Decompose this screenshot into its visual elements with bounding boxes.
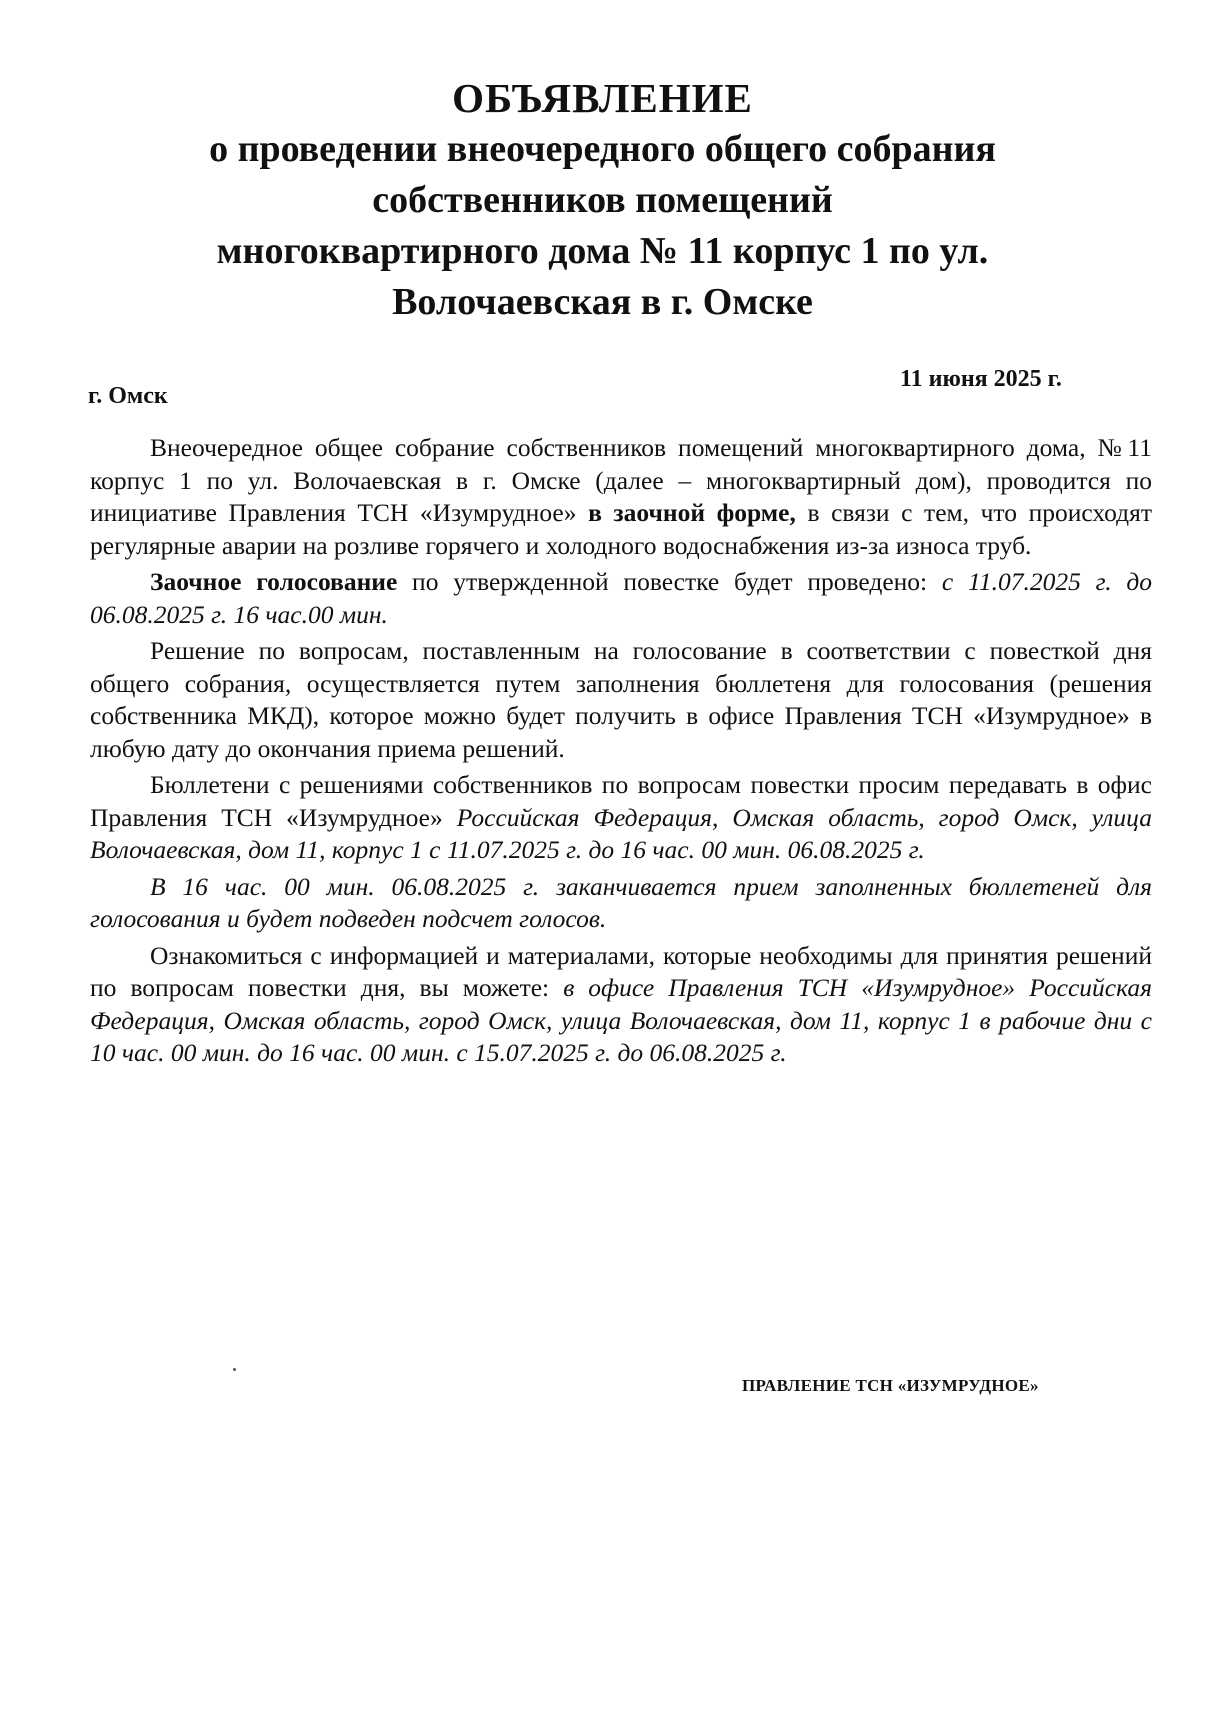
paragraph-voting-period: [90, 566, 1152, 631]
paragraph-ballot-info: [90, 635, 1152, 765]
paragraph-ballot-submission: [90, 769, 1152, 867]
paragraph-italic: в офисе Правления ТСН «Изумрудное» Российская Федерация, Омская область, город Омск, улица Волочаевская, дом 11, корпус 1 в рабочие дни с 10 час. 00 мин. до 16 час. 00 мин. с 15.07.2025 г. до 06.08.2025 г.: [90, 973, 1152, 1067]
announcement-subtitle-line-2: собственников помещений: [372, 179, 833, 221]
paragraph-emphasis: Заочное голосование: [150, 567, 398, 596]
paragraph-text: по утвержденной повестке будет проведено:: [397, 567, 942, 596]
paragraph-text: Решение по вопросам, поставленным на голосование в соответствии с повесткой дня общего собрания, осуществляется путем заполнения бюллетеня для голосования (решения собственника МКД), которое можно будет получить в офисе Правления ТСН «Изумрудное» в любую дату до окончания приема решений.: [90, 636, 1152, 763]
signature-line: ПРАВЛЕНИЕ ТСН «ИЗУМРУДНОЕ»: [742, 1376, 1039, 1395]
scan-speck: [233, 1368, 236, 1371]
paragraph-text: Ознакомиться с информацией и материалами, которые необходимы для принятия решений по вопросам повестки дня, вы можете:: [90, 940, 1152, 1002]
announcement-subtitle-line-4: Волочаевская в г. Омске: [392, 281, 813, 323]
paragraph-meeting-info: [90, 432, 1152, 562]
paragraph-italic: Российская Федерация, Омская область, город Омск, улица Волочаевская, дом 11, корпус 1 с 11.07.2025 г. до 16 час. 00 мин. 06.08.2025 г.: [90, 802, 1152, 864]
paragraph-text: Внеочередное общее собрание собственников помещений многоквартирного дома, №11 корпус 1 по ул. Волочаевская в г. Омске (далее – многоквартирный дом), проводится по инициативе Правления ТСН «Изумрудное»: [90, 433, 1152, 527]
paragraph-text: в связи с тем, что происходят регулярные аварии на розливе горячего и холодного водоснабжения из-за износа труб.: [90, 498, 1152, 560]
announcement-subtitle-line-3: многоквартирного дома № 11 корпус 1 по ул.: [216, 230, 989, 272]
announcement-title-block: [90, 72, 1115, 328]
document-place: г. Омск: [88, 383, 168, 409]
paragraph-materials: [90, 940, 1152, 1070]
announcement-subtitle-line-1: о проведении внеочередного общего собрания: [209, 128, 996, 170]
document-date: 11 июня 2025 г.: [900, 366, 1062, 392]
paragraph-deadline: [90, 871, 1152, 936]
paragraph-italic: с 11.07.2025 г. до 06.08.2025 г. 16 час.00 мин.: [90, 567, 1153, 629]
paragraph-text: Бюллетени с решениями собственников по вопросам повестки просим передавать в офис Правления ТСН «Изумрудное»: [90, 770, 1152, 832]
paragraph-italic: В 16 час. 00 мин. 06.08.2025 г. заканчивается прием заполненных бюллетеней для голосования и будет подведен подсчет голосов.: [90, 871, 1152, 933]
announcement-body: [90, 432, 1152, 1074]
paragraph-emphasis: в заочной форме,: [588, 498, 796, 527]
announcement-title: ОБЪЯВЛЕНИЕ: [452, 75, 753, 121]
